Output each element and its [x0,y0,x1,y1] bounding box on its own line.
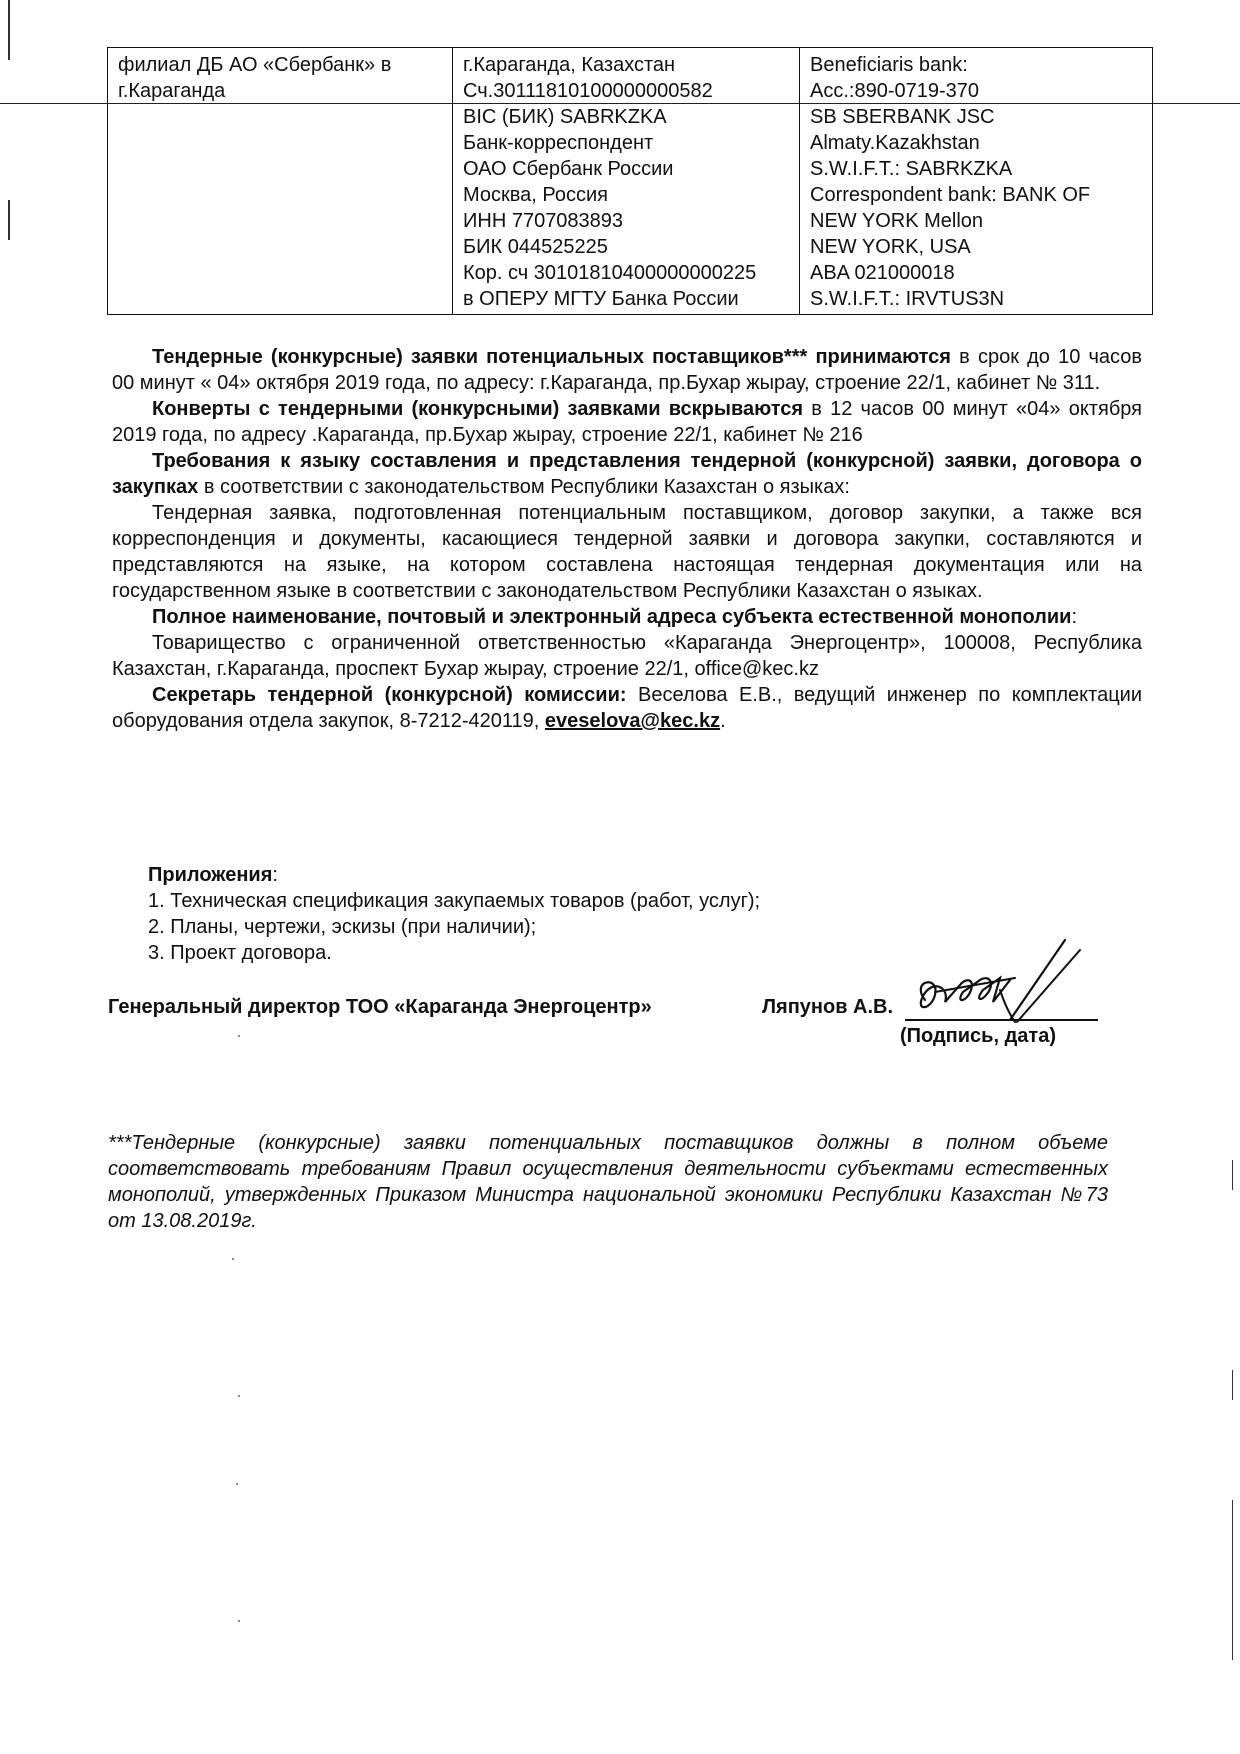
bank-details-table [107,47,1153,315]
paragraph-text: в 12 часов 00 минут «04» октября 2019 года, по адресу .Караганда, пр.Бухар жырау, строение 22/1, кабинет № 216 [112,398,1142,446]
signer-name: Ляпунов А.В. [762,996,894,1018]
paragraph-envelope-opening [112,396,1142,448]
table-line: S.W.I.F.T.: SABRKZKA [810,158,1013,180]
scan-dot [238,1395,240,1397]
bank-col-beneficiary [800,48,1153,315]
table-line: в ОПЕРУ МГТУ Банка России [463,288,739,310]
paragraph-bold: Тендерные (конкурсные) заявки потенциальных поставщиков*** принимаются [152,346,951,368]
attachments-title-suffix: : [272,864,278,886]
scan-dot [232,1258,234,1260]
table-line: S.W.I.F.T.: IRVTUS3N [810,288,1005,310]
table-line: Москва, Россия [463,184,608,206]
table-line: ИНН 7707083893 [463,210,624,232]
scan-dot [238,1620,240,1622]
table-line: Beneficiaris bank: [810,54,968,76]
scan-dot [236,1483,238,1485]
table-line: Банк-корреспондент [463,132,654,154]
list-item: 1. Техническая спецификация закупаемых товаров (работ, услуг); [148,890,761,912]
paragraph-secretary [112,682,1142,734]
table-line: Acc.:890-0719-370 [810,80,980,102]
attachments-title: Приложения [148,864,273,886]
paragraph-bold: Секретарь тендерной (конкурсной) комиссии: [152,684,627,706]
table-line: филиал ДБ АО «Сбербанк» в [118,54,392,76]
attachments-section [148,862,760,966]
footnote: ***Тендерные (конкурсные) заявки потенциальных поставщиков должны в полном объеме соответствовать требованиям Правил осуществления деятельности субъектами естественных монополий, утвержденных Приказом Министра национальной экономики Республики Казахстан №73 от 13.08.2019г. [108,1132,1108,1232]
table-line: г.Караганда [118,80,226,102]
table-line: Сч.30111810100000000582 [463,80,713,102]
director-position: Генеральный директор ТОО «Караганда Энергоцентр» [108,996,652,1018]
scan-mark-right-3 [1232,1500,1233,1660]
table-line: г.Караганда, Казахстан [463,54,676,76]
paragraph-text: Товарищество с ограниченной ответственностью «Караганда Энергоцентр», 100008, Республика Казахстан, г.Караганда, проспект Бухар жырау, строение 22/1, office@kec.kz [112,632,1142,680]
table-line: BIC (БИК) SABRKZKA [463,106,667,128]
table-line: ABA 021000018 [810,262,955,284]
bank-col-branch [108,48,453,315]
paragraph-language-requirements [112,448,1142,500]
paragraph-text: в срок до 10 часов 00 минут « 04» октября 2019 года, по адресу: г.Караганда, пр.Бухар жырау, строение 22/1, кабинет № 311. [112,346,1142,394]
paragraph-text: Тендерная заявка, подготовленная потенциальным поставщиком, договор закупки, а также вся корреспонденция и документы, касающиеся тендерной заявки и договора закупки, составляются и представляются на языке, на котором составлена настоящая тендерная документация или на государственном языке в соответствии с законодательством Республики Казахстан о языках. [112,502,1142,602]
paragraph-monopoly-name [112,604,1142,630]
paragraph-bold: Конверты с тендерными (конкурсными) заявками вскрываются [152,398,804,420]
table-line: БИК 044525225 [463,236,608,258]
attachments-heading [148,862,760,888]
paragraph-text: . [720,710,726,732]
signature-line [905,1019,1098,1021]
paragraph-text: Веселова Е.В., ведущий инженер по комплектации оборудования отдела закупок, 8-7212-420119, [112,684,1142,732]
paragraph-text: : [1071,606,1078,628]
attachments-list [148,888,760,966]
scan-mark-left [8,0,10,60]
paragraph-bold: Полное наименование, почтовый и электронный адреса субъекта естественной монополии [152,606,1072,628]
scan-dot [238,1035,240,1037]
secretary-email-link[interactable]: eveselova@kec.kz [544,710,721,732]
body-text [112,344,1142,734]
scan-mark-right-2 [1232,1370,1233,1400]
paragraph-company-address [112,630,1142,682]
paragraph-bold: Требования к языку составления и представления тендерной (конкурсной) заявки, договора о закупках [112,450,1142,498]
list-item: 2. Планы, чертежи, эскизы (при наличии); [148,916,537,938]
table-line: SB SBERBANK JSC [810,106,995,128]
scan-mark-right [1232,1160,1233,1190]
table-line: Correspondent bank: BANK OF [810,184,1091,206]
table-line: Almaty.Kazakhstan [810,132,980,154]
scan-mark-left-2 [8,200,10,240]
table-line: NEW YORK, USA [810,236,971,258]
paragraph-submission-deadline [112,344,1142,396]
bank-col-details [453,48,800,315]
signature-caption: (Подпись, дата) [900,1025,1056,1047]
paragraph-text: в соответствии с законодательством Республики Казахстан о языках: [198,476,850,498]
list-item: 3. Проект договора. [148,942,332,964]
table-line: ОАО Сбербанк России [463,158,674,180]
table-line: Кор. сч 30101810400000000225 [463,262,757,284]
table-line: NEW YORK Mellon [810,210,984,232]
handwritten-signature [905,930,1105,1030]
paragraph-language-details [112,500,1142,604]
